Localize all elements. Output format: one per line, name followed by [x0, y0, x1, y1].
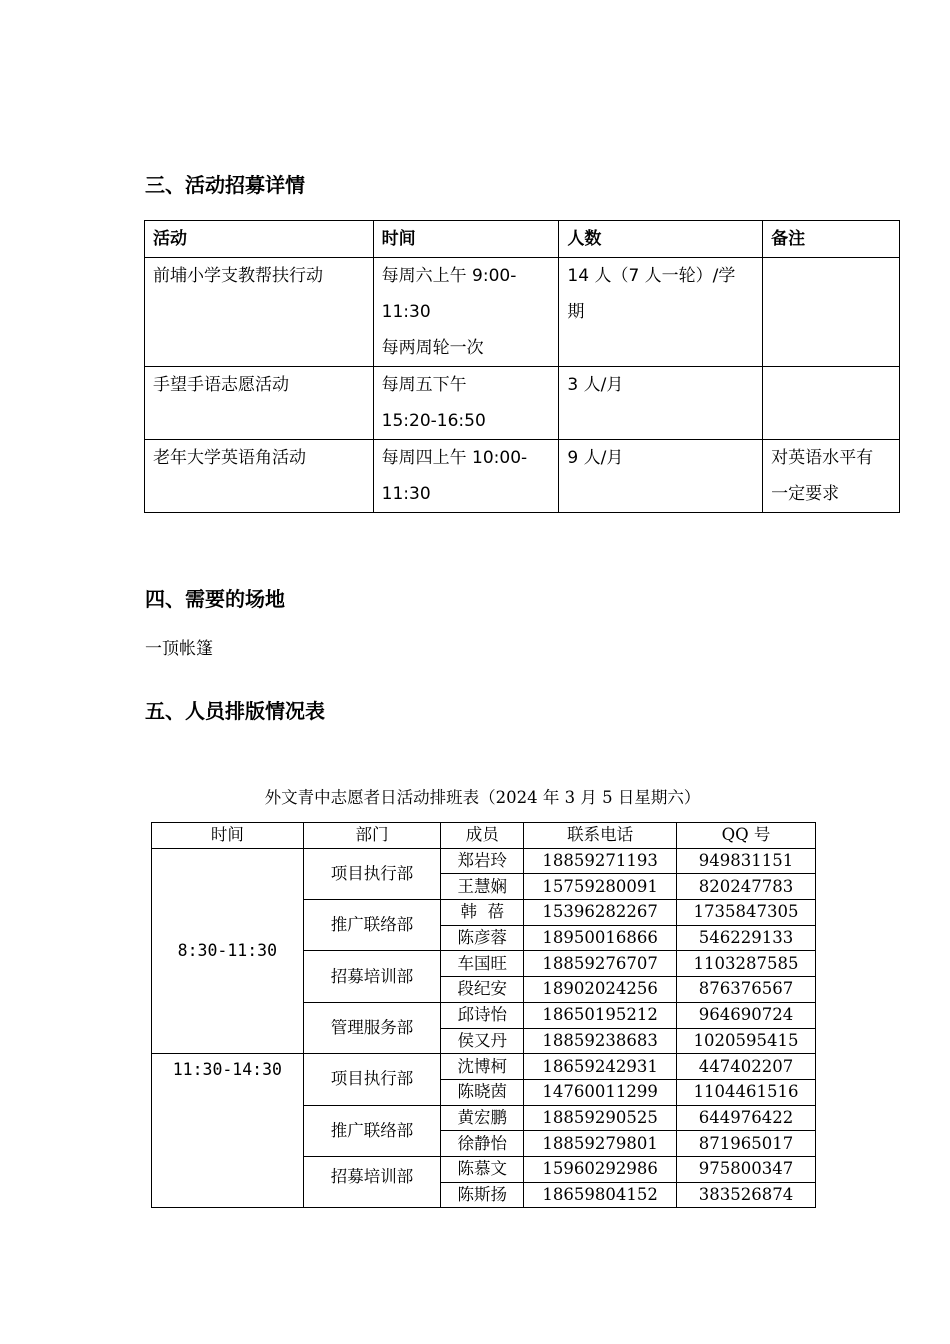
table-row	[152, 848, 816, 874]
note-cell	[763, 367, 900, 440]
phone-cell: 18659804152	[524, 1182, 677, 1208]
table-row	[145, 440, 900, 513]
phone-cell: 14760011299	[524, 1079, 677, 1105]
qq-cell: 546229133	[677, 925, 816, 951]
phone-cell: 18950016866	[524, 925, 677, 951]
member-cell: 陈晓茵	[441, 1079, 524, 1105]
member-cell: 沈博柯	[441, 1054, 524, 1080]
member-cell: 车国旺	[441, 951, 524, 977]
count-line: 9 人/月	[567, 448, 624, 468]
time-line: 15:20-16:50	[381, 411, 486, 431]
member-cell: 陈慕文	[441, 1156, 524, 1182]
qq-cell: 644976422	[677, 1105, 816, 1131]
qq-cell: 447402207	[677, 1054, 816, 1080]
qq-cell: 383526874	[677, 1182, 816, 1208]
time-cell	[373, 258, 559, 367]
qq-cell: 876376567	[677, 977, 816, 1003]
count-line: 14 人（7 人一轮）/学	[567, 266, 736, 286]
phone-cell: 18859279801	[524, 1131, 677, 1157]
phone-cell: 18859271193	[524, 848, 677, 874]
header-time: 时间	[373, 221, 559, 258]
header-phone: 联系电话	[524, 823, 677, 849]
phone-cell: 15759280091	[524, 874, 677, 900]
dept-cell: 招募培训部	[303, 1156, 441, 1207]
dept-cell: 项目执行部	[303, 1054, 441, 1105]
member-cell: 郑岩玲	[441, 848, 524, 874]
time-line: 每周五下午	[381, 375, 467, 395]
member-cell: 徐静怡	[441, 1131, 524, 1157]
qq-cell: 1735847305	[677, 900, 816, 926]
member-cell: 段纪安	[441, 977, 524, 1003]
header-member: 成员	[441, 823, 524, 849]
schedule-body	[152, 848, 816, 1208]
member-cell: 韩 蓓	[441, 900, 524, 926]
member-cell: 陈斯扬	[441, 1182, 524, 1208]
member-cell: 侯又丹	[441, 1028, 524, 1054]
table-row	[152, 1054, 816, 1080]
section-heading-recruitment: 三、活动招募详情	[145, 173, 305, 197]
header-qq: QQ 号	[677, 823, 816, 849]
section-heading-schedule: 五、人员排版情况表	[145, 699, 325, 723]
count-line: 3 人/月	[567, 375, 624, 395]
time-line: 每周六上午 9:00-	[381, 266, 517, 286]
member-cell: 黄宏鹏	[441, 1105, 524, 1131]
phone-cell: 18659242931	[524, 1054, 677, 1080]
dept-cell: 招募培训部	[303, 951, 441, 1002]
qq-cell: 871965017	[677, 1131, 816, 1157]
phone-cell: 18859276707	[524, 951, 677, 977]
qq-cell: 1104461516	[677, 1079, 816, 1105]
count-line: 期	[567, 302, 585, 322]
time-line: 11:30	[381, 302, 431, 322]
note-line: 对英语水平有	[771, 448, 874, 468]
header-dept: 部门	[303, 823, 441, 849]
header-count: 人数	[559, 221, 763, 258]
activity-cell: 前埔小学支教帮扶行动	[145, 258, 374, 367]
member-cell: 陈彦蓉	[441, 925, 524, 951]
header-time: 时间	[152, 823, 304, 849]
time-line: 每周四上午 10:00-	[381, 448, 528, 468]
member-cell: 王慧娴	[441, 874, 524, 900]
time-slot-cell: 8:30-11:30	[152, 848, 304, 1054]
qq-cell: 1020595415	[677, 1028, 816, 1054]
venue-text: 一顶帐篷	[145, 639, 213, 659]
time-line: 11:30	[381, 484, 431, 504]
note-cell	[763, 258, 900, 367]
dept-cell: 推广联络部	[303, 900, 441, 951]
count-cell	[559, 258, 763, 367]
time-line: 每两周轮一次	[381, 338, 484, 358]
phone-cell: 18859290525	[524, 1105, 677, 1131]
time-slot-cell: 11:30-14:30	[152, 1054, 304, 1208]
phone-cell: 15960292986	[524, 1156, 677, 1182]
qq-cell: 964690724	[677, 1002, 816, 1028]
note-line: 一定要求	[771, 484, 840, 504]
dept-cell: 推广联络部	[303, 1105, 441, 1156]
count-cell	[559, 440, 763, 513]
schedule-table	[151, 822, 816, 1208]
header-activity: 活动	[145, 221, 374, 258]
phone-cell: 18650195212	[524, 1002, 677, 1028]
qq-cell: 949831151	[677, 848, 816, 874]
table-header-row	[145, 221, 900, 258]
qq-cell: 820247783	[677, 874, 816, 900]
phone-cell: 18902024256	[524, 977, 677, 1003]
phone-cell: 15396282267	[524, 900, 677, 926]
time-cell	[373, 367, 559, 440]
header-note: 备注	[763, 221, 900, 258]
qq-cell: 1103287585	[677, 951, 816, 977]
member-cell: 邱诗怡	[441, 1002, 524, 1028]
activity-cell: 手望手语志愿活动	[145, 367, 374, 440]
note-cell	[763, 440, 900, 513]
time-cell	[373, 440, 559, 513]
count-cell	[559, 367, 763, 440]
dept-cell: 管理服务部	[303, 1002, 441, 1053]
schedule-caption: 外文青中志愿者日活动排班表（2024 年 3 月 5 日星期六）	[264, 788, 701, 807]
qq-cell: 975800347	[677, 1156, 816, 1182]
dept-cell: 项目执行部	[303, 848, 441, 899]
table-row	[145, 258, 900, 367]
section-heading-venue: 四、需要的场地	[145, 587, 285, 611]
phone-cell: 18859238683	[524, 1028, 677, 1054]
table-row	[145, 367, 900, 440]
table-header-row	[152, 823, 816, 849]
recruitment-table	[144, 220, 900, 513]
activity-cell: 老年大学英语角活动	[145, 440, 374, 513]
